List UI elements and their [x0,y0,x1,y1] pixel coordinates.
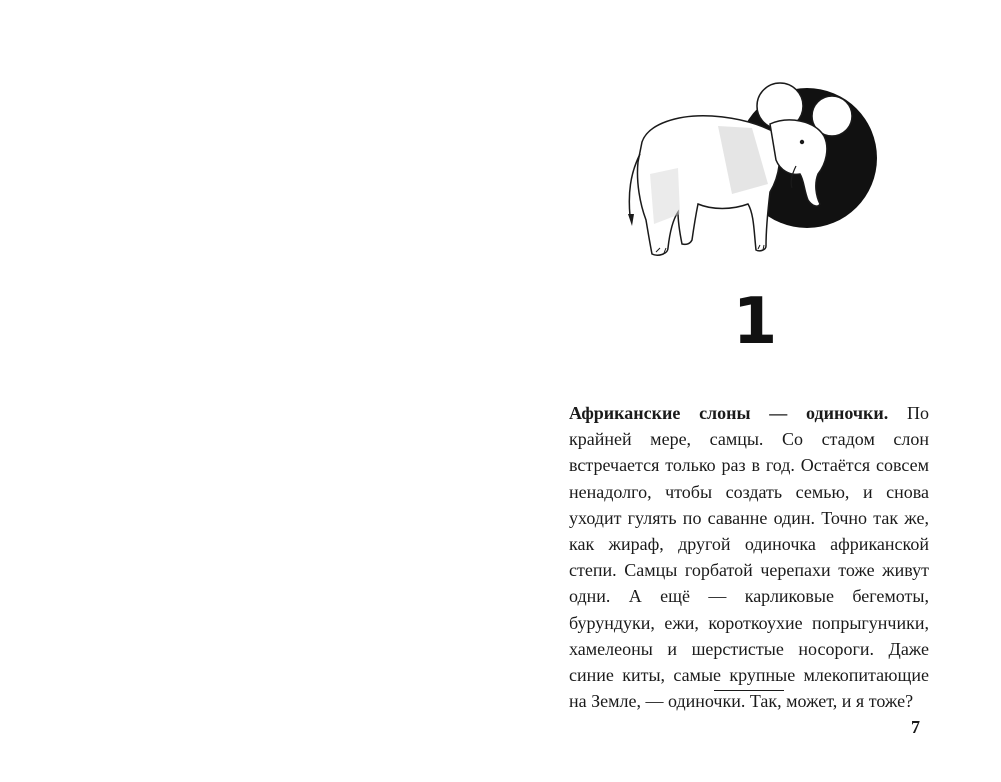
section-end-rule [714,690,784,691]
page-number: 7 [911,717,920,737]
paragraph-text: По крайней мере, самцы. Со стадом слон встречается только раз в год. Остаётся совсем ненадолго, чтобы создать семью, и снова уходит гулять по саванне один. Точно так же, как жираф, другой одиночка африканской степи. Самцы горбатой черепахи тоже живут одни. А ещё — карликовые бегемоты, бурундуки, ежи, короткоухие попрыгунчики, хамелеоны и шерстистые носороги. Даже синие киты, самые крупные млекопитающие на Земле, — одиночки. Так, может, и я тоже? [569,403,930,712]
lead-in-sentence: Африканские слоны — одиночки. [569,403,889,423]
chapter-number: 1 [732,285,778,359]
body-paragraph [569,400,929,714]
elephant-with-mouse-ears-icon [620,64,880,269]
